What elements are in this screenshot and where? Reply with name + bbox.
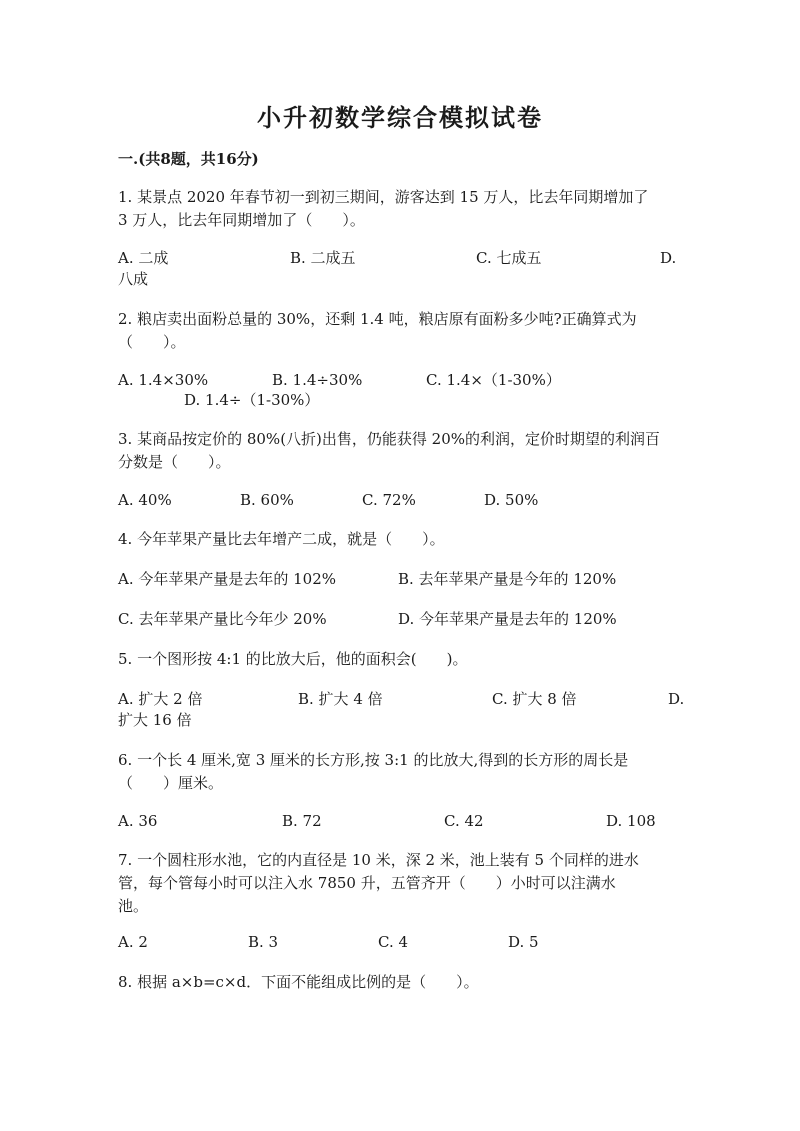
option-b: B. 去年苹果产量是今年的 120% [398, 570, 617, 588]
option-c: C. 72% [362, 491, 416, 509]
option-b: B. 二成五 [290, 249, 356, 267]
option-a: A. 2 [118, 933, 148, 951]
option-b: B. 1.4÷30% [272, 371, 363, 389]
option-c: C. 扩大 8 倍 [492, 690, 577, 708]
question-3 [118, 428, 678, 474]
question-text-line: 3. 某商品按定价的 80%(八折)出售，仍能获得 20%的利润，定价时期望的利润百 [118, 430, 661, 448]
option-d: D. [668, 690, 685, 708]
question-text-line: 分数是（ ）。 [118, 453, 231, 471]
question-text-line: 7. 一个圆柱形水池，它的内直径是 10 米，深 2 米，池上装有 5 个同样的进水 [118, 851, 639, 869]
question-text-line: 2. 粮店卖出面粉总量的 30%，还剩 1.4 吨，粮店原有面粉多少吨?正确算式为 [118, 310, 637, 328]
option-d-text: 八成 [118, 270, 149, 288]
option-c: C. 七成五 [476, 249, 542, 267]
option-c: C. 去年苹果产量比今年少 20% [118, 610, 327, 628]
section-heading: 一.(共8题，共16分) [118, 150, 259, 168]
question-7 [118, 849, 678, 918]
option-d: D. 50% [484, 491, 539, 509]
question-text-line: 池。 [118, 897, 149, 915]
option-c: C. 4 [378, 933, 409, 951]
question-text-line: （ ）厘米。 [118, 774, 224, 792]
option-d: D. 1.4÷（1-30%） [184, 391, 320, 409]
question-1 [118, 186, 678, 232]
option-a: A. 今年苹果产量是去年的 102% [118, 570, 337, 588]
question-text-line: 3 万人，比去年同期增加了（ ）。 [118, 211, 365, 229]
option-c: C. 1.4×（1-30%） [426, 371, 561, 389]
question-5 [118, 648, 678, 671]
option-d: D. [660, 249, 677, 267]
option-a: A. 40% [118, 491, 172, 509]
option-b: B. 3 [248, 933, 279, 951]
question-text-line: 5. 一个图形按 4:1 的比放大后，他的面积会( )。 [118, 650, 468, 668]
question-2 [118, 308, 678, 354]
option-d: D. 108 [606, 812, 656, 830]
option-d-text: 扩大 16 倍 [118, 711, 192, 729]
page-title: 小升初数学综合模拟试卷 [257, 103, 543, 132]
question-text-line: 8. 根据 a×b=c×d．下面不能组成比例的是（ ）。 [118, 973, 479, 991]
option-b: B. 60% [240, 491, 294, 509]
question-text-line: 1. 某景点 2020 年春节初一到初三期间，游客达到 15 万人，比去年同期增加了 [118, 188, 649, 206]
question-4 [118, 528, 678, 551]
question-8 [118, 971, 678, 994]
option-a: A. 1.4×30% [118, 371, 209, 389]
option-a: A. 二成 [118, 249, 169, 267]
question-text-line: 管，每个管每小时可以注入水 7850 升，五管齐开（ ）小时可以注满水 [118, 874, 616, 892]
option-a: A. 扩大 2 倍 [118, 690, 203, 708]
question-text-line: 4. 今年苹果产量比去年增产二成，就是（ ）。 [118, 530, 445, 548]
option-b: B. 扩大 4 倍 [298, 690, 383, 708]
question-text-line: 6. 一个长 4 厘米,宽 3 厘米的长方形,按 3:1 的比放大,得到的长方形的周长是 [118, 751, 629, 769]
option-b: B. 72 [282, 812, 322, 830]
question-6 [118, 749, 678, 795]
option-a: A. 36 [118, 812, 158, 830]
question-text-line: （ ）。 [118, 333, 186, 351]
option-d: D. 5 [508, 933, 539, 951]
option-c: C. 42 [444, 812, 484, 830]
option-d: D. 今年苹果产量是去年的 120% [398, 610, 617, 628]
